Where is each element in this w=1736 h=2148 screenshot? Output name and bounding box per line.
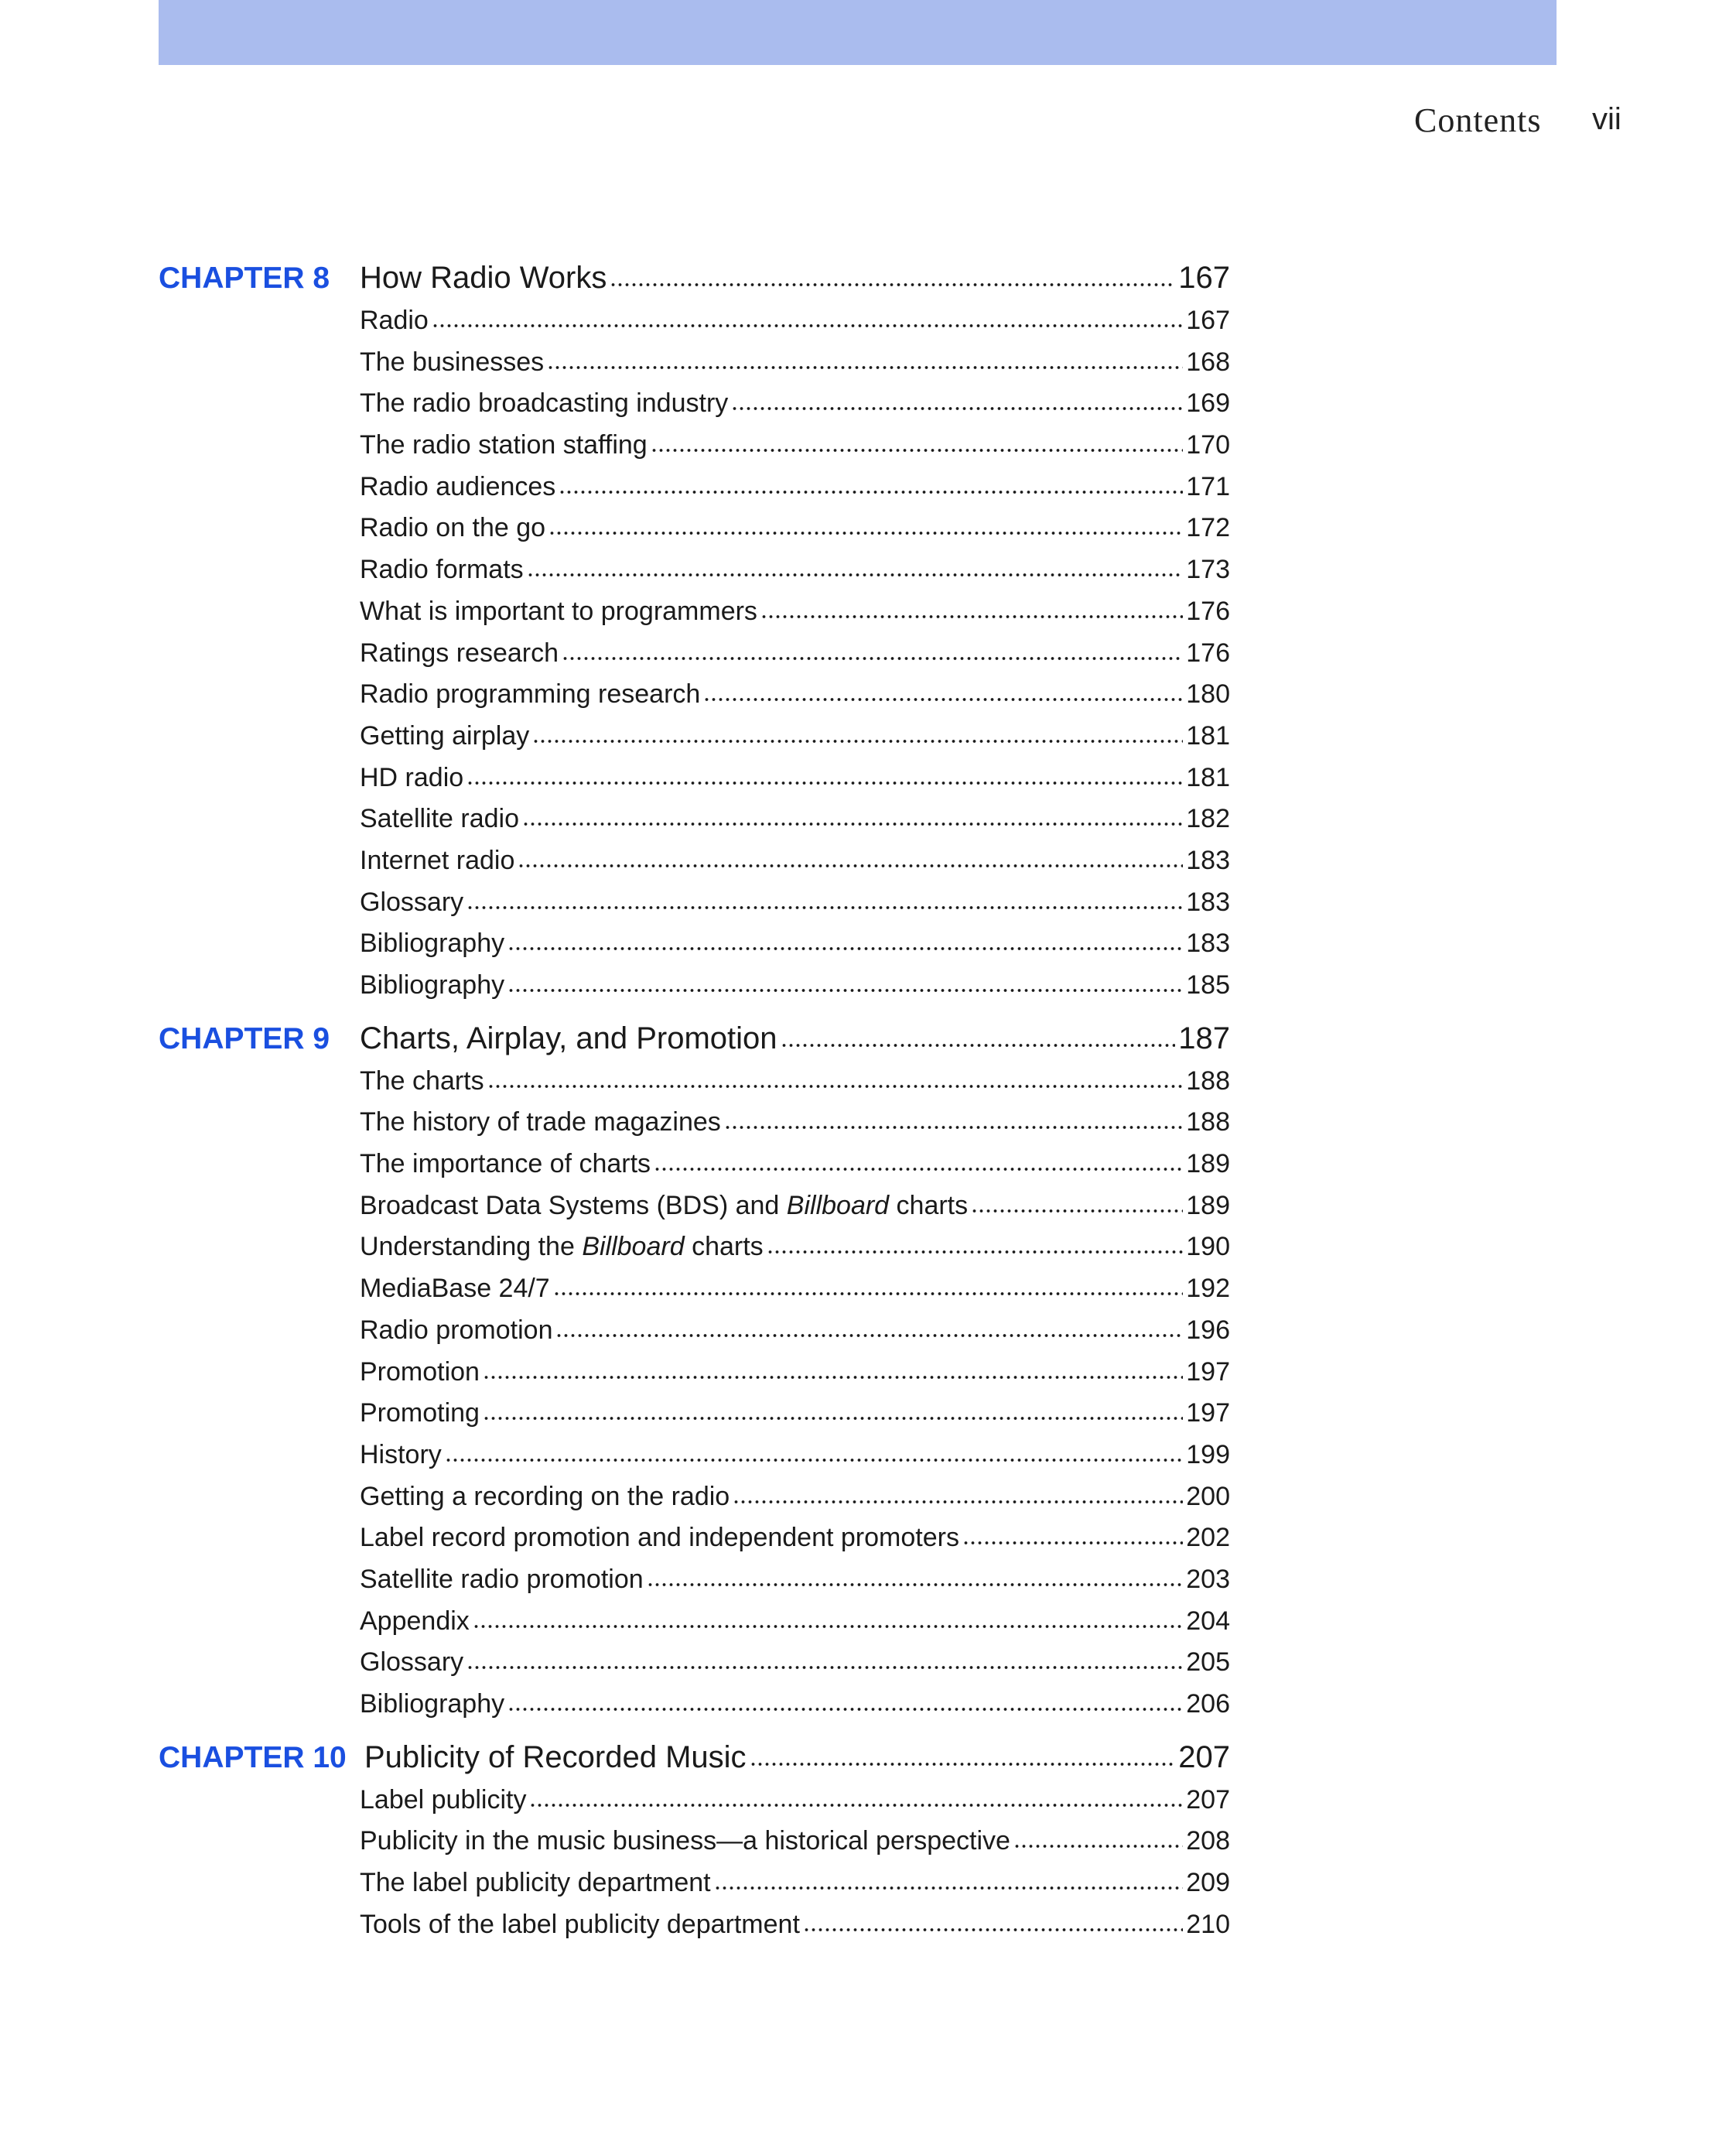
entry-page: 167 (1186, 306, 1230, 335)
toc-entry[interactable] (159, 882, 1230, 924)
chapter-title-line (360, 255, 1230, 300)
toc-entry[interactable] (159, 1144, 1230, 1185)
entry-page: 197 (1186, 1398, 1230, 1428)
entry-page: 171 (1186, 471, 1230, 501)
entry-title (360, 716, 529, 758)
entry-page: 205 (1186, 1647, 1230, 1678)
toc-entry[interactable] (159, 549, 1230, 591)
entry-title (360, 1684, 504, 1726)
table-of-contents (159, 255, 1230, 1945)
entry-page: 207 (1186, 1784, 1230, 1815)
entry-title-text: Radio promotion (360, 1315, 553, 1345)
running-title: Contents (1414, 101, 1542, 139)
entry-title-text: Getting a recording on the radio (360, 1481, 730, 1511)
toc-entry[interactable] (159, 799, 1230, 840)
entry-title-text: The importance of charts (360, 1149, 651, 1179)
leader-dots (962, 1538, 1183, 1546)
chapter-title: How Radio Works (360, 261, 607, 295)
chapter-label: CHAPTER 8 (159, 262, 330, 295)
entry-title (360, 882, 463, 924)
leader-dots (466, 1663, 1183, 1671)
entry-page: 170 (1186, 430, 1230, 460)
entry-title-text: The charts (360, 1065, 484, 1096)
toc-entry[interactable] (159, 1684, 1230, 1726)
entry-page: 202 (1186, 1523, 1230, 1553)
leader-dots (733, 1497, 1183, 1505)
leader-dots (647, 1580, 1184, 1588)
entry-page: 173 (1186, 555, 1230, 585)
entry-title-text: Publicity in the music business—a historical perspective (360, 1826, 1010, 1856)
chapter-title-line (364, 1735, 1230, 1780)
leader-dots (724, 1123, 1183, 1130)
entry-title (360, 1517, 959, 1559)
toc-entry[interactable] (159, 1393, 1230, 1435)
leader-dots (731, 404, 1183, 412)
entry-title-text: Internet radio (360, 845, 515, 875)
entry-title (360, 1061, 484, 1103)
entry-title (360, 633, 559, 675)
entry-title (360, 799, 519, 840)
entry-title-text: Understanding the (360, 1232, 583, 1262)
entry-page: 189 (1186, 1190, 1230, 1220)
toc-entry[interactable] (159, 1226, 1230, 1268)
leader-dots (527, 570, 1184, 578)
leader-dots (651, 446, 1184, 453)
entry-title-text: Bibliography (360, 970, 505, 1000)
chapter-title-line (360, 1016, 1230, 1061)
entry-title (360, 1821, 1010, 1862)
leader-dots (548, 528, 1183, 536)
entry-page: 200 (1186, 1481, 1230, 1511)
toc-entry[interactable] (159, 425, 1230, 467)
entry-title (360, 758, 463, 799)
toc-entry[interactable] (159, 633, 1230, 675)
entry-title-rest: charts (684, 1232, 764, 1262)
entry-title-text: Glossary (360, 1647, 464, 1678)
entry-page: 176 (1186, 596, 1230, 626)
toc-entry[interactable] (159, 1780, 1230, 1821)
entry-title-text: What is important to programmers (360, 596, 757, 626)
toc-entry[interactable] (159, 1352, 1230, 1394)
toc-entry[interactable] (159, 758, 1230, 799)
entry-title-italic: Billboard (786, 1190, 890, 1220)
entry-title (360, 549, 524, 591)
entry-title (360, 508, 545, 549)
entry-title-rest: charts (889, 1190, 969, 1220)
leader-dots (483, 1373, 1183, 1380)
entry-page: 197 (1186, 1356, 1230, 1387)
toc-entry[interactable] (159, 508, 1230, 549)
toc-entry[interactable] (159, 1601, 1230, 1643)
entry-title (360, 1435, 442, 1476)
leader-dots (445, 1455, 1183, 1463)
entry-page: 169 (1186, 388, 1230, 419)
chapter-page: 167 (1178, 261, 1230, 295)
toc-entry[interactable] (159, 965, 1230, 1007)
entry-title-text: HD radio (360, 762, 464, 792)
entry-title-text: MediaBase 24/7 (360, 1274, 550, 1304)
entry-title (360, 1780, 526, 1821)
leader-dots (750, 1760, 1176, 1767)
entry-page: 206 (1186, 1689, 1230, 1719)
entry-title-text: The radio station staffing (360, 430, 648, 460)
leader-dots (553, 1289, 1184, 1297)
leader-dots (547, 363, 1183, 371)
entry-title (360, 1559, 644, 1601)
entry-page: 182 (1186, 804, 1230, 834)
entry-title-text: Broadcast Data Systems (BDS) and (360, 1190, 787, 1220)
entry-title (360, 840, 514, 882)
entry-title (360, 425, 648, 467)
entry-title (360, 467, 555, 508)
entry-page: 181 (1186, 720, 1230, 751)
entry-page: 176 (1186, 638, 1230, 668)
leader-dots (1013, 1842, 1183, 1849)
leader-dots (767, 1247, 1184, 1255)
entry-title-text: Satellite radio promotion (360, 1564, 644, 1594)
entry-title-text: Radio (360, 306, 429, 335)
toc-entry[interactable] (159, 674, 1230, 716)
entry-title (360, 1904, 800, 1946)
toc-entry[interactable] (159, 1061, 1230, 1103)
leader-dots (507, 986, 1183, 994)
chapter-label: CHAPTER 9 (159, 1021, 330, 1055)
entry-page: 192 (1186, 1274, 1230, 1304)
page-number: vii (1592, 102, 1622, 136)
toc-entry[interactable] (159, 342, 1230, 384)
entry-title-text: Ratings research (360, 638, 559, 668)
entry-title-text: Radio formats (360, 555, 524, 585)
toc-entry[interactable] (159, 1185, 1230, 1227)
entry-title (360, 1601, 470, 1643)
entry-title-italic: Billboard (582, 1232, 685, 1262)
chapter-title: Charts, Airplay, and Promotion (360, 1021, 777, 1055)
entry-title-text: Bibliography (360, 929, 505, 959)
entry-title (360, 1185, 968, 1227)
leader-dots (703, 695, 1183, 703)
entry-page: 172 (1186, 513, 1230, 543)
entry-page: 183 (1186, 929, 1230, 959)
toc-entry[interactable] (159, 923, 1230, 965)
entry-title-text: Appendix (360, 1606, 470, 1636)
leader-dots (781, 1041, 1176, 1048)
leader-dots (507, 944, 1183, 952)
entry-page: 208 (1186, 1826, 1230, 1856)
entry-page: 181 (1186, 762, 1230, 792)
toc-entry[interactable] (159, 1821, 1230, 1862)
leader-dots (529, 1801, 1183, 1808)
entry-title (360, 1226, 764, 1268)
entry-title-text: Radio audiences (360, 471, 556, 501)
leader-dots (522, 819, 1183, 827)
leader-dots (610, 280, 1175, 288)
entry-title (360, 1310, 552, 1352)
leader-dots (487, 1082, 1184, 1089)
entry-title (360, 1476, 730, 1518)
chapter-heading[interactable] (159, 255, 1230, 300)
leader-dots (518, 861, 1183, 869)
entry-title-text: Promoting (360, 1398, 480, 1428)
leader-dots (432, 321, 1183, 329)
entry-title (360, 1144, 651, 1185)
entry-title (360, 923, 504, 965)
toc-entry[interactable] (159, 1862, 1230, 1904)
entry-title (360, 591, 757, 633)
toc-entry[interactable] (159, 1904, 1230, 1946)
toc-entry[interactable] (159, 1435, 1230, 1476)
entry-title-text: Glossary (360, 887, 464, 917)
leader-dots (466, 903, 1183, 911)
toc-entry[interactable] (159, 591, 1230, 633)
entry-title-text: Label record promotion and independent promoters (360, 1523, 959, 1553)
entry-page: 199 (1186, 1439, 1230, 1469)
entry-title-text: The label publicity department (360, 1868, 711, 1898)
entry-page: 196 (1186, 1315, 1230, 1345)
entry-title-text: Getting airplay (360, 720, 530, 751)
entry-page: 180 (1186, 679, 1230, 710)
leader-dots (507, 1705, 1183, 1712)
leader-dots (654, 1165, 1183, 1172)
header-color-bar (159, 0, 1557, 65)
entry-title-text: The history of trade magazines (360, 1107, 721, 1137)
leader-dots (971, 1206, 1183, 1214)
entry-title-text: History (360, 1439, 442, 1469)
entry-title (360, 1393, 480, 1435)
entry-title (360, 965, 504, 1007)
leader-dots (466, 778, 1183, 786)
entry-title (360, 1268, 550, 1310)
toc-entry[interactable] (159, 1310, 1230, 1352)
entry-title (360, 1642, 463, 1684)
entry-title-text: Bibliography (360, 1689, 505, 1719)
entry-page: 204 (1186, 1606, 1230, 1636)
leader-dots (562, 654, 1183, 662)
toc-entry[interactable] (159, 1268, 1230, 1310)
chapter-page: 207 (1178, 1739, 1230, 1774)
chapter-title: Publicity of Recorded Music (364, 1739, 747, 1774)
leader-dots (559, 487, 1183, 495)
entry-title-text: Tools of the label publicity department (360, 1909, 800, 1939)
leader-dots (803, 1925, 1183, 1933)
chapter-label: CHAPTER 10 (159, 1740, 347, 1774)
chapter-page: 187 (1178, 1021, 1230, 1055)
entry-page: 185 (1186, 970, 1230, 1000)
entry-title (360, 1352, 480, 1394)
entry-title-text: The businesses (360, 347, 545, 377)
toc-entry[interactable] (159, 1642, 1230, 1684)
toc-entry[interactable] (159, 1102, 1230, 1144)
toc-entry[interactable] (159, 1517, 1230, 1559)
entry-page: 209 (1186, 1868, 1230, 1898)
entry-page: 203 (1186, 1564, 1230, 1594)
chapter-heading[interactable] (159, 1735, 1230, 1780)
entry-title-text: Label publicity (360, 1784, 527, 1815)
entry-page: 188 (1186, 1107, 1230, 1137)
toc-entry[interactable] (159, 383, 1230, 425)
leader-dots (714, 1883, 1184, 1891)
toc-entry[interactable] (159, 716, 1230, 758)
toc-entry[interactable] (159, 1476, 1230, 1518)
entry-title-text: The radio broadcasting industry (360, 388, 729, 419)
leader-dots (473, 1622, 1183, 1630)
entry-page: 183 (1186, 845, 1230, 875)
entry-page: 190 (1186, 1232, 1230, 1262)
toc-entry[interactable] (159, 1559, 1230, 1601)
entry-title-text: Promotion (360, 1356, 480, 1387)
entry-title (360, 383, 728, 425)
entry-title-text: Satellite radio (360, 804, 520, 834)
leader-dots (483, 1414, 1183, 1421)
entry-title (360, 674, 700, 716)
entry-title (360, 300, 429, 342)
leader-dots (760, 612, 1183, 620)
toc-entry[interactable] (159, 840, 1230, 882)
entry-page: 189 (1186, 1149, 1230, 1179)
entry-page: 168 (1186, 347, 1230, 377)
toc-entry[interactable] (159, 467, 1230, 508)
entry-page: 188 (1186, 1065, 1230, 1096)
leader-dots (555, 1331, 1183, 1339)
entry-title-text: Radio programming research (360, 679, 701, 710)
entry-page: 210 (1186, 1909, 1230, 1939)
entry-title (360, 342, 544, 384)
entry-page: 183 (1186, 887, 1230, 917)
entry-title (360, 1862, 711, 1904)
chapter-heading[interactable] (159, 1016, 1230, 1061)
leader-dots (532, 737, 1183, 744)
entry-title (360, 1102, 721, 1144)
entry-title-text: Radio on the go (360, 513, 546, 543)
toc-entry[interactable] (159, 300, 1230, 342)
